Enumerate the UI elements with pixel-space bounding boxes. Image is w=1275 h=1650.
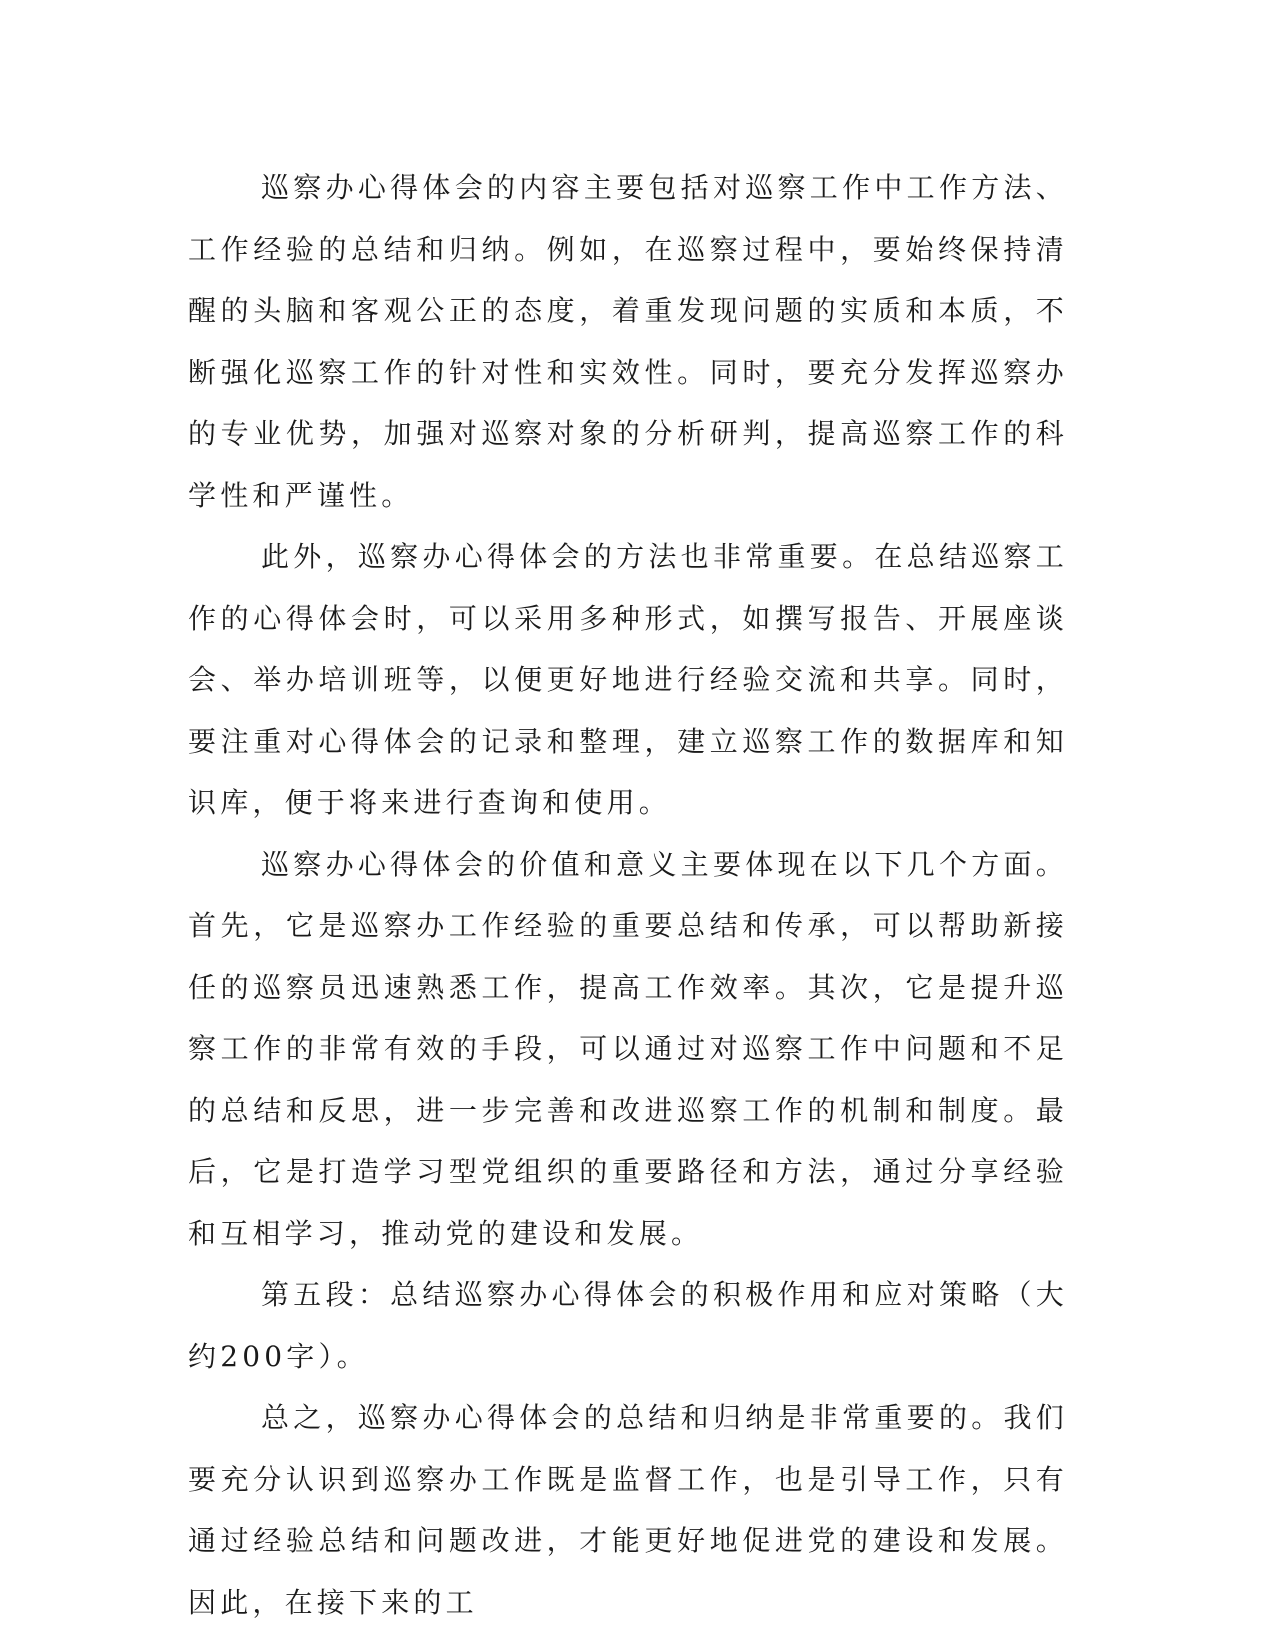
paragraph-4-heading: 第五段：总结巡察办心得体会的积极作用和应对策略（大约200字）。 [188, 1278, 1068, 1373]
paragraph-2: 此外，巡察办心得体会的方法也非常重要。在总结巡察工作的心得体会时，可以采用多种形式，如撰写报告、开展座谈会、举办培训班等，以便更好地进行经验交流和共享。同时，要注重对心得体会的记录和整理，建立巡察工作的数据库和知识库，便于将来进行查询和使用。 [188, 540, 1068, 819]
paragraph-3: 巡察办心得体会的价值和意义主要体现在以下几个方面。首先，它是巡察办工作经验的重要总结和传承，可以帮助新接任的巡察员迅速熟悉工作，提高工作效率。其次，它是提升巡察工作的非常有效的手段，可以通过对巡察工作中问题和不足的总结和反思，进一步完善和改进巡察工作的机制和制度。最后，它是打造学习型党组织的重要路径和方法，通过分享经验和互相学习，推动党的建设和发展。 [188, 847, 1068, 1250]
paragraph-1: 巡察办心得体会的内容主要包括对巡察工作中工作方法、工作经验的总结和归纳。例如，在巡察过程中，要始终保持清醒的头脑和客观公正的态度，着重发现问题的实质和本质，不断强化巡察工作的针对性和实效性。同时，要充分发挥巡察办的专业优势，加强对巡察对象的分析研判，提高巡察工作的科学性和严谨性。 [188, 171, 1068, 512]
paragraph-5: 总之，巡察办心得体会的总结和归纳是非常重要的。我们要充分认识到巡察办工作既是监督工作，也是引导工作，只有通过经验总结和问题改进，才能更好地促进党的建设和发展。因此，在接下来的工 [188, 1401, 1068, 1619]
document-body [188, 157, 1068, 1633]
